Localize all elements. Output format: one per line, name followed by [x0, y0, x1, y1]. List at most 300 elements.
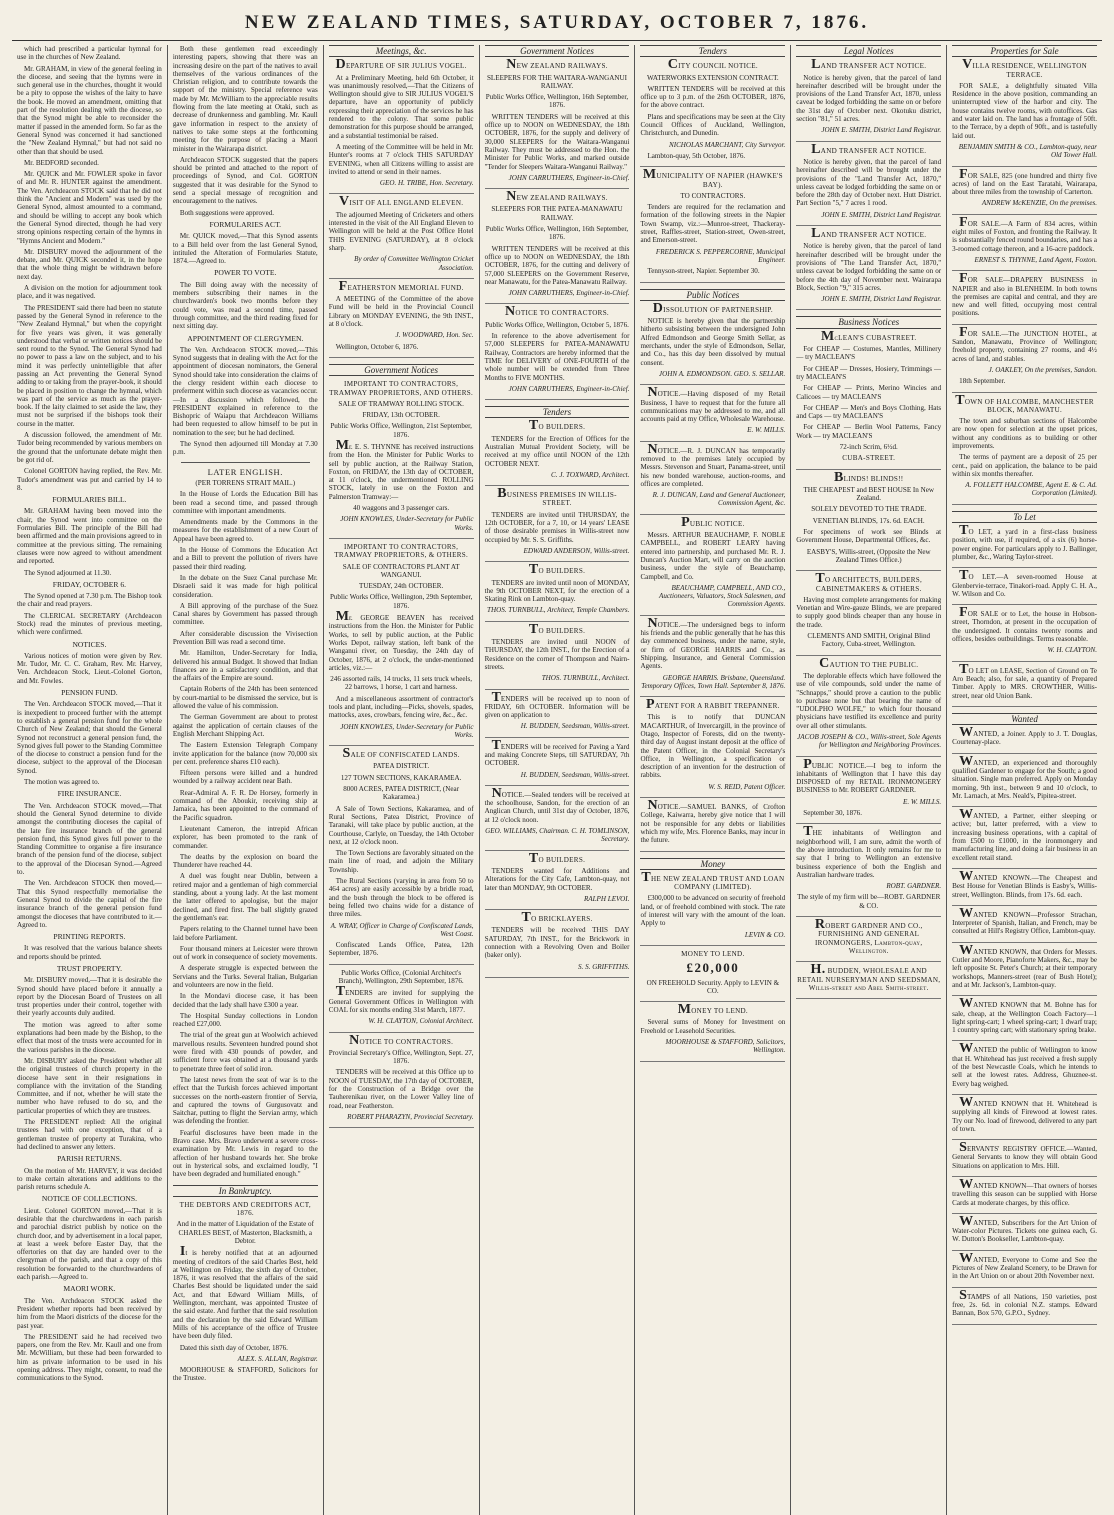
ad-body: SOLELY DEVOTED TO THE TRADE. — [811, 505, 927, 514]
ad-title: DEPARTURE OF SIR JULIUS VOGEL. — [335, 57, 467, 73]
article-paragraph: Four thousand miners at Leicester were thrown out of work in consequence of society movements. — [172, 944, 318, 962]
ad-body: WANTED the public of Wellington to know that H. Whitehead has just received a fresh supply of the best Newcastle Coals, which he intends to sell at the lowest rates. Address, Ghuznee-st. Every bag weighed. — [952, 1041, 1098, 1088]
section-heading: PRINTING REPORTS. — [53, 932, 126, 942]
advertisement — [796, 57, 942, 141]
ad-title: TO BUILDERS. — [528, 562, 586, 578]
article-paragraph: Mr. DISBURY moved,—That it is desirable the Synod should have placed before it annually a report by the Diocesan Board of Trustees on all trust properties under their control, together with their yearly accounts duly audited. — [17, 976, 162, 1018]
ad-items: 246 assorted rails, 14 trucks, 11 sets truck wheels, 22 barrows, 1 horse, 1 cart and harness. — [330, 675, 473, 692]
ad-body: PUBLIC NOTICE.—I beg to inform the inhabitants of Wellington that I have this day DISPOSED of my RETAIL IRONMONGERY BUSINESS to Mr. ROBERT GARDNER. — [796, 756, 942, 795]
section-heading: NOTICE OF COLLECTIONS. — [41, 1194, 137, 1204]
ad-signature: NICHOLAS MARCHANT, City Surveyor. — [668, 140, 786, 149]
ad-signature: JOHN E. SMITH, District Land Registrar. — [821, 126, 942, 135]
ad-signature: EASBY'S, Willis-street, (Opposite the New Zealand Times Office.) — [806, 547, 931, 564]
ad-title: THE NEW ZEALAND TRUST AND LOAN COMPANY (LIMITED). — [641, 869, 785, 892]
advertisement — [796, 328, 942, 470]
ad-signature: BEAUCHAMP, CAMPBELL, AND CO., Auctioneers, Valuators, Stock Salesmen, and Commission Agents. — [659, 583, 786, 609]
ad-title: MUNICIPALITY OF NAPIER (HAWKE'S BAY). — [642, 167, 783, 189]
advertisement — [952, 324, 1098, 393]
advertisement — [796, 655, 942, 757]
ad-body: Notice is hereby given, that the parcel of land hereinafter described will be brought under the provisions of the Land Transfer Act, 1870, unless caveat be lodged forbidding the same on or before the 31st day of October next. Okotuku district, section "81," 51 acres. — [796, 73, 942, 124]
ad-body: SERVANTS' REGISTRY OFFICE.—Wanted, General Servants to know they will obtain Good Situations on application to Mrs. Hill. — [952, 1140, 1098, 1170]
ad-body: WANTED, Everyone to Come and See the Pictures of New Zealand Scenery, to be Drawn for in the Art Union on or about 20th November next. — [952, 1250, 1098, 1281]
article-paragraph: The Ven. Archdeacon STOCK then moved,—That this Synod respectfully memorialise the General Synod to divide the capital of the fire insurance branch of the general pension fund amongst the dioceses that have contributed to it.—Agreed to. — [17, 879, 162, 929]
ad-title: TO BUILDERS. — [528, 418, 586, 434]
ad-body: FOR SALE.—A Farm of 834 acres, within eight miles of Foxton, and fronting the Railway. It is substantially fenced round boundaries, and has a 3-roomed cottage thereon, and a 16-acre paddock. — [952, 214, 1098, 253]
article-paragraph: A discussion followed, the amendment of Mr. Tudor being recommended by various members on the ground that the unfortunate debate might then be got rid of. — [17, 431, 162, 464]
ad-body: The style of my firm will be—ROBT. GARDNER & CO. — [797, 893, 941, 910]
advertisement — [796, 141, 942, 226]
notice-subtitle: And in the matter of Liquidation of the Estate of CHARLES BEST, of Masterton, Blacksmith, a Debtor. — [176, 1220, 314, 1245]
ad-line: For CHEAP — Berlin Wool Patterns, Fancy Work — try MACLEAN'S — [796, 423, 942, 440]
advertisement — [640, 798, 786, 851]
section-header-wanted: Wanted — [952, 713, 1097, 725]
article-paragraph: The Synod adjourned at 11.30. — [24, 568, 112, 577]
section-header-properties: Properties for Sale — [952, 45, 1097, 57]
ad-signature: J. OAKLEY, On the premises, Sandon. — [988, 365, 1098, 374]
ad-body: TENDERS will be received for Paving a Yard and making Concrete Steps, till SATURDAY, 7th OCTOBER. — [484, 737, 630, 768]
classified-ad — [952, 568, 1098, 605]
ad-body: WANTED, a Partner, either sleeping or active; but, latter preferred, with a view to increasing business operations, with a capital of from £500 to £1000, in the ironmongery and manufacturing line, and doing a fair business in an excellent retail stand. — [952, 807, 1098, 862]
ad-signature: W. S. REID, Patent Officer. — [708, 782, 786, 791]
ad-body: WANTED, Subscribers for the Art Union of Water-color Pictures. Tickets one guinea each, G. W. Dutton's Bookseller, Lambton-quay. — [952, 1213, 1098, 1244]
advertisement — [484, 418, 630, 486]
article-title: LATER ENGLISH. — [207, 466, 284, 477]
ad-body: TENDERS are invited for supplying the General Government Offices in Wellington with COAL for six months ending 31st March, 1877. — [328, 984, 474, 1014]
advertisement — [796, 469, 942, 572]
article-paragraph: Colonel GORTON having replied, the Rev. Mr. Tudor's amendment was put and carried by 14 to 8. — [17, 467, 162, 492]
ad-signature: ROBT. GARDNER. — [886, 882, 942, 891]
ad-date: September 30, 1876. — [803, 809, 863, 818]
ad-title: MONEY TO LEND. — [681, 949, 745, 958]
classified-ad — [952, 1287, 1098, 1325]
advertisement — [328, 57, 474, 194]
ad-subtitle: TO CONTRACTORS. — [680, 191, 746, 200]
article-paragraph: Mr. QUICK and Mr. FOWLER spoke in favor of and Mr. R. HUNTER against the amendment. The Ven. Archdeacon STOCK said that he did not think the "Ancient and Modern" was used by the General Synod, almost amounted to a command, and should be willing to accept any book which the General Synod directed, though he had very strong opinions respecting certain of the hymns in "Hymns Ancient and Modern." — [17, 170, 162, 245]
advertisement — [328, 278, 474, 358]
advertisement — [484, 737, 630, 786]
classified-ad — [952, 1140, 1098, 1177]
advertisement — [640, 869, 786, 946]
ad-body: For specimens of work see Blinds at Government House, Departmental Offices, &c. — [796, 528, 942, 545]
ad-signature: LEVIN & CO. — [744, 930, 786, 939]
ad-body: WANTED KNOWN—Professor Strachan, Interpreter of Spanish, Italian, and French, may be consulted at Hill's Registry Office, Lambton-quay. — [952, 905, 1098, 936]
ad-subtitle: 8000 ACRES, PATEA DISTRICT, (Near Kakaramea.) — [343, 785, 460, 802]
ad-signature: MOORHOUSE & STAFFORD, Solicitors, Wellington. — [665, 1038, 786, 1055]
section-heading: MAORI WORK. — [63, 1284, 116, 1294]
advertisement — [484, 57, 630, 189]
advertisement — [640, 950, 785, 1002]
ad-signature: RALPH LEVOI. — [583, 894, 630, 903]
section-heading: TRUST PROPERTY. — [56, 963, 122, 973]
advertisement — [484, 910, 630, 978]
section-header-legal: Legal Notices — [796, 45, 941, 57]
article-paragraph: Mr. BEDFORD seconded. — [24, 158, 99, 167]
classified-ad — [952, 1041, 1098, 1094]
advertisement — [796, 824, 942, 917]
ad-body: WRITTEN TENDERS will be received at this office up to 3 p.m. of the 26th OCTOBER, 1876, for the above contract. — [640, 84, 786, 110]
notice-title: THE DEBTORS AND CREDITORS ACT, 1876. — [179, 1200, 311, 1218]
ad-body: The town and suburban sections of Halcombe are now open for selection at the upset prices, without any conditions as to building or other improvements. — [952, 417, 1098, 450]
ad-signature: JOHN E. SMITH, District Land Registrar. — [821, 295, 942, 304]
column-3 — [323, 45, 479, 1515]
article-paragraph: Both suggestions were approved. — [179, 208, 275, 217]
ad-line: For CHEAP — Costumes, Mantles, Millinery — try MACLEAN'S — [796, 345, 942, 362]
section-header-to-let: To Let — [952, 511, 1097, 523]
ad-body: WANTED, a Joiner. Apply to J. T. Douglas, Courtenay-place. — [952, 725, 1098, 747]
ad-location: Public Works Office, Wellington, 21st September, 1876. — [330, 422, 472, 439]
section-heading: FORMULARIES ACT. — [209, 219, 282, 229]
article-paragraph: Rear-Admiral A. F. R. De Horsey, formerly in command of the Aboukir, receiving ship at Jamaica, has been appointed to the command of the Pacific squadron. — [172, 788, 318, 822]
ad-title: CAUTION TO THE PUBLIC. — [819, 655, 919, 671]
ad-footnote: 72-inch Scrim, 6½d. — [839, 442, 898, 451]
ad-location: Public Works Office, Wellington, 29th September, 1876. — [329, 593, 473, 610]
ad-signature: By order of Committee Wellington Cricket Association. — [354, 255, 474, 272]
ad-body: VENETIAN BLINDS, 17s. 6d. EACH. — [812, 516, 925, 525]
ad-title: H. BUDDEN, WHOLESALE AND RETAIL NURSERYMAN AND SEEDSMAN, Willis-street and Abel Smith-street. — [797, 962, 941, 992]
article-paragraph: The Ven. Archdeacon STOCK moved,—That it is inexpedient to proceed further with the attempt to establish a general pension fund for the whole Church of New Zealand; that should the General Synod not reconstruct a general pension fund, the Synod gives full power to the Standing Committee of the diocese to construct a pension fund for the diocese, subject to the approval of the Diocesan Synod. — [17, 700, 162, 775]
ad-body: TO LET, a yard in a first-class business position, with use, if required, of a six (6) horse-power engine. For particulars apply to J. Ballinger, plumber, &c., Waring Taylor-street. — [952, 523, 1098, 561]
ad-title: BUSINESS PREMISES IN WILLIS-STREET. — [497, 486, 617, 508]
ad-body: NOTICE.—The undersigned begs to inform his friends and the public generally that he has this day commenced business, under the name, style, or firm of GEORGE HARRIS and Co., as Shipping, Insurance, and General Commission Agents. — [640, 615, 786, 671]
ad-subtitle: SALE OF CONTRACTORS PLANT AT WANGANUI. — [342, 562, 460, 579]
advertisement — [640, 514, 786, 616]
classified-ad — [952, 996, 1098, 1041]
article-paragraph: Mr. Hamilton, Under-Secretary for India, delivered his annual Budget. It showed that Indian finances are in a satisfactory condition, and that the affairs of the Empire are sound. — [172, 649, 318, 683]
article-paragraph: The Ven. Archdeacon STOCK asked the President whether reports had been received by him from the Maori districts of the diocese for the past year. — [17, 1296, 162, 1330]
ad-signature: C. J. TOXWARD, Architect. — [551, 470, 630, 479]
article-paragraph: The PRESIDENT replied: All the original trustees had with one exception, that of a gentleman trustee of property at Turakina, who had declined to answer any letters. — [17, 1118, 162, 1151]
ad-location: Public Works Office, Wellington, October 5, 1876. — [485, 320, 629, 329]
ad-body: Having most complete arrangements for making Venetian and Wire-gauze Blinds, we are prepared to supply good blinds cheaper than any house in the trade. — [796, 595, 942, 629]
article-paragraph: The latest news from the seat of war is to the effect that the Turkish forces achieved important successes on the north-eastern frontier of Servia, and captured the towns of Gurgusovatz and Saitchar, putting to flight the Servian army, which was defending the frontier. — [172, 1075, 318, 1126]
ad-signature: E. W. MILLS. — [747, 426, 786, 435]
ad-body: WRITTEN TENDERS will be received at this office up to NOON on WEDNESDAY, the 18th OCTOBER, 1876, for the cutting and delivery of 57,000 SLEEPERS on the Government Reserve, near Manawatu, for the Patea-Manawatu Railway. — [484, 244, 630, 286]
ad-title: VILLA RESIDENCE, WELLINGTON TERRACE. — [962, 57, 1088, 79]
ad-title: PATENT FOR A RABBIT TREPANNER. — [645, 697, 780, 713]
ad-body: This is to notify that DUNCAN MACARTHUR, of Invercargill, in the province of Otago, Inspector of Forests, did on the twenty-third day of August instant deposit at the office of the Patent Officer, in the Colonial Secretary's Office, in Wellington, a specification or description of an invention for the destruction of rabbits. — [640, 713, 786, 780]
ad-body: WANTED KNOWN, that Orders for Messrs. Cutler and Moore, Pianoforte Makers, &c., may be left opposite St. Peter's Church; at their temporary workshops, Manners-street (rear of Bush Hotel); and at Mr. Jackson's, Lambton-quay. — [952, 942, 1098, 989]
ad-title: LAND TRANSFER ACT NOTICE. — [811, 57, 927, 73]
ad-date: FRIDAY, 13th OCTOBER. — [362, 411, 440, 420]
column-5 — [634, 45, 790, 1515]
ad-body: Notice is hereby given, that the parcel of land hereinafter described will be brought under the provisions of the "Land Transfer Act, 1870," unless caveat be lodged forbidding the same on or before the 28th day of October next. Hutt District. Part Section "5," 7 acres 1 rood. — [796, 157, 942, 208]
advertisement — [484, 562, 630, 621]
ad-subtitle: 127 TOWN SECTIONS, KAKARAMEA. — [340, 773, 462, 782]
article-paragraph: The Eastern Extension Telegraph Company invite application for the balance (now 70,000 six per cent. preference shares £10 each). — [172, 741, 318, 766]
section-heading: NOTICES. — [72, 639, 107, 649]
ad-body: ON FREEHOLD Security. Apply to LEVIN & CO. — [646, 978, 780, 995]
section-header-government: Government Notices — [329, 364, 474, 376]
section-header-tenders: Tenders — [640, 45, 785, 57]
ad-signature: GEO. H. TRIBE, Hon. Secretary. — [379, 179, 474, 188]
ad-location: Public Works Office, (Colonial Architect's Branch), Wellington, 29th September, 1876. — [338, 968, 464, 986]
ad-body: FOR SALE—DRAPERY BUSINESS in NAPIER and also in BLENHEIM. In both towns the premises are capital and central, and they are new and well fitted, occupying most central positions. — [952, 271, 1098, 318]
ad-signature: CLEMENTS AND SMITH, Original Blind Factory, Cuba-street, Wellington. — [807, 632, 931, 649]
advertisement — [484, 850, 630, 910]
section-header-business: Business Notices — [796, 316, 941, 328]
section-heading: FIRE INSURANCE. — [57, 789, 122, 799]
ad-signature: H. BUDDEN, Seedsman, Willis-street. — [520, 770, 630, 779]
ad-signature: H. BUDDEN, Seedsman, Willis-street. — [520, 722, 630, 731]
ad-date: Lambton-quay, 5th October, 1876. — [647, 151, 746, 160]
article-paragraph: The German Government are about to protest against the application of certain clauses of the English Merchant Shipping Act. — [172, 713, 318, 738]
ad-body: TENDERS are invited until THURSDAY, the 12th OCTOBER, for a 7, 10, or 14 years' LEASE of those desirable premises in Willis-street now occupied by Mr. S. S. Griffiths. — [484, 510, 630, 544]
ad-body: THE inhabitants of Wellington and neighborhood will, I am sure, admit the worth of the above introduction. It only remains for me to say that I bring to Wellington an extensive business experience of both the English and Australian hardware trades. — [796, 824, 942, 879]
article-paragraph: In the House of Lords the Education Bill has been read a second time, and passed through committee with important amendments. — [172, 490, 318, 515]
ad-items: 40 waggons and 3 passenger cars. — [353, 504, 450, 513]
ad-body: Tenders are required for the reclamation and formation of the following streets in the Napier Town Swamp, viz.:—Munroe-street, Thackeray-street, Raffles-street, Station-street, Owen-street, and Emerson-street. — [640, 203, 786, 245]
article-paragraph: After considerable discussion the Vivisection Prevention Bill was read a second time. — [172, 629, 318, 646]
ad-signature: JOHN CARRUTHERS, Engineer-in-Chief. — [508, 384, 630, 393]
ad-subtitle: THE CHEAPEST and BEST HOUSE In New Zealand. — [803, 485, 935, 503]
ad-signature: S. S. GRIFFITHS. — [578, 962, 630, 971]
ad-body: TO LET on LEASE, Section of Ground on Te Aro Beach; also, for sale, a quantity of Prepared Timber. Apply to MRS. CROWTHER, Willis-street, near old Union Bank. — [952, 661, 1098, 700]
notice-date: Dated this sixth day of October, 1876. — [179, 1343, 288, 1352]
ad-title: LAND TRANSFER ACT NOTICE. — [811, 141, 927, 157]
ad-signature: W. H. CLAYTON. — [1047, 646, 1098, 655]
ad-date: TUESDAY, 24th OCTOBER. — [359, 582, 444, 591]
ad-signature: GEO. WILLIAMS, Chairman. C. H. TOMLINSON, Secretary. — [485, 827, 630, 844]
ad-footer: CUBA-STREET. — [842, 454, 896, 463]
ad-title: McLEAN'S CUBASTREET. — [821, 328, 917, 344]
ad-signature: JOHN A. EDMONDSON. GEO. S. SELLAR. — [658, 369, 786, 378]
advertisement — [796, 756, 942, 825]
advertisement — [640, 300, 786, 385]
ad-body: FOR SALE or to Let, the house in Hobson-street, Thorndon, at present in the occupation of the undersigned. It contains twenty rooms and offices, besides outbuildings. Terms reasonable. — [952, 605, 1098, 644]
ad-location: Public Works Office, Wellington, 16th September, 1876. — [485, 225, 629, 242]
ad-signature: GEORGE HARRIS. Brisbane, Queensland. Temporary Offices, Town Hall. September 8, 1876. — [641, 673, 786, 690]
section-heading: PENSION FUND. — [61, 688, 118, 698]
ad-title: MONEY TO LEND. — [677, 1002, 749, 1018]
ad-title: NEW ZEALAND RAILWAYS. — [506, 57, 608, 73]
advertisement — [640, 441, 786, 515]
classified-ad — [952, 605, 1098, 661]
ad-title: IMPORTANT TO CONTRACTORS, TRAMWAY PROPRIETORS, & OTHERS. — [334, 542, 469, 560]
ad-title: IMPORTANT TO CONTRACTORS, TRAMWAY PROPRIETORS, AND OTHERS. — [329, 380, 474, 397]
ad-body: At a Preliminary Meeting, held 6th October, it was unanimously resolved,—That the Citizens of Wellington should give to SIR JULIUS VOGEL'S departure, have an opportunity of publicly expressing their appreciation of the services he has rendered to the colony. That some public demonstration for this purpose should be arranged, and a substantial testimonial be raised. — [328, 73, 474, 140]
ad-title: CITY COUNCIL NOTICE. — [667, 57, 758, 73]
ad-title: NEW ZEALAND RAILWAYS. — [506, 189, 608, 205]
article-paragraph: The CLERICAL SECRETARY (Archdeacon Stock) read the minutes of previous meeting, which were confirmed. — [17, 611, 162, 637]
advertisement — [484, 304, 630, 400]
ad-body: FOR SALE, a delightfully situated Villa Residence in the above position, commanding an uninterrupted view of the harbor and city. The house contains twelve rooms, with outoffices. Gas and water laid on. The land has a frontage of 50ft. to the Terrace, by a depth of 90ft., and is tastefully laid out. — [952, 81, 1098, 140]
notice-signature: ALEX. S. ALLAN, Registrar. — [237, 1354, 318, 1363]
ad-title: ROBERT GARDNER AND CO., FURNISHING AND GENERAL IRONMONGERS, Lambton-quay, Wellington. — [814, 917, 923, 955]
ad-body: TENDERS will be received up to noon of FRIDAY, 6th OCTOBER. Information will be given on application to — [484, 689, 630, 720]
advertisement — [952, 392, 1098, 505]
ad-body: A MEETING of the Committee of the above Fund will be held in the Provincial Council Library on MONDAY EVENING, the 9th INST., at 8 o'clock. — [328, 295, 474, 329]
ad-signature: A. WRAY, Officer in Charge of Confiscated Lands, West Coast. — [330, 921, 474, 938]
ad-subtitle: WATERWORKS EXTENSION CONTRACT. — [647, 73, 779, 82]
classified-ad — [952, 661, 1098, 707]
classified-ad — [952, 753, 1098, 807]
article-paragraph: The Synod opened at 7.30 p.m. The Bishop took the chair and read prayers. — [17, 592, 162, 609]
advertisement — [328, 1032, 474, 1129]
section-heading: APPOINTMENT OF CLERGYMEN. — [187, 333, 304, 343]
ad-title: DISSOLUTION OF PARTNERSHIP. — [652, 300, 773, 316]
classified-ad — [952, 1094, 1098, 1140]
ad-body: TENDERS are invited until NOON of THURSDAY, the 12th INST., for the Erection of a Residence on the corner of Thompson and Nairn-streets. — [484, 638, 630, 671]
classified-ad — [952, 807, 1098, 869]
column-6 — [790, 45, 946, 1515]
date-heading: FRIDAY, OCTOBER 6. — [52, 579, 127, 589]
ad-signature: JACOB JOSEPH & CO., Willis-street, Sole Agents for Wellington and Neighboring Provinces. — [797, 733, 942, 750]
ad-body: A meeting of the Committee will be held in Mr. Hunter's rooms at 7 o'clock THIS SATURDAY EVENING, when all Citizens willing to assist are invited to attend or send in their names. — [328, 142, 474, 176]
article-paragraph: The Hospital Sunday collections in London reached £27,000. — [172, 1011, 318, 1029]
ad-signature: A. FOLLETT HALCOMBE, Agent E. & C. Ad. Corporation (Limited). — [965, 481, 1098, 498]
article-paragraph: Both these gentlemen read exceedingly interesting papers, showing that there was an increasing desire on the part of the natives to avail themselves of the various ordinances of the Christian religion, and to contribute towards the support of the ministry. Special reference was made by Mr. McWilliam to the appreciable results flowing from the late meeting at Otaki, such as decrease of drunkenness and gambling. Mr. Kaull gave information in respect to the anxiety of natives to take some steps at the forthcoming meeting for the purpose of placing a Maori minister in the Wairarapa district. — [172, 45, 318, 153]
article-paragraph: Mr. GRAHAM, in view of the general feeling in the diocese, and seeing that the hymns were in such general use in the churches, thought it would be a pity to oppose the wishes of the laity to have the book. He moved an amendment, omitting that part of the resolution dealing with the diocese, so that the Synod might be able to reconsider the matter if passed in the amended form. So far as the General Synod was concerned it had sanctioned the "New Zealand Hymnal," but had not said no other than that should be used. — [17, 64, 162, 156]
article-paragraph: The Synod then adjourned till Monday at 7.30 p.m. — [172, 440, 318, 457]
article-paragraph: Mr. DISBURY asked the President whether all the original trustees of church property in the diocese have sent in their resignations in compliance with the invitation of the Standing Committee, and if not, whether he will state the number who have refused to do so, and the particular properties of which they are trustees. — [17, 1056, 162, 1115]
ad-signature: J. WOODWARD, Hon. Sec. — [395, 331, 474, 340]
advertisement — [952, 57, 1098, 166]
article-paragraph: The PRESIDENT said there had been no statute passed by the General Synod in reference to the "New Zealand Hymnal," but when the copyright for five years was given, it was generally understood that verbal or written notices should be sent round to the Synod. The General Synod had no power to pass a law on the subject, and to his mind it was perfectly unintelligible that after passing an Act preventing the General Synod adding to or taking from the prayer-book, it should be placed in position to change the hymnal, which was part of the service as much as the prayer-book. If the laity claimed to set aside the law, they must not be surprised if the bishops took their course in the matter. — [17, 303, 162, 428]
article-paragraph: Archdeacon STOCK suggested that the papers should be printed and attached to the report of proceedings of Synod, and Col. GORTON suggested that it was desirable for the Synod to send a special message of recognition and encouragement to the natives. — [172, 155, 318, 206]
column-1 — [12, 45, 167, 1515]
ad-title: VISIT OF ALL ENGLAND ELEVEN. — [338, 194, 464, 210]
ad-body: £300,000 to be advanced on security of freehold land, or of freehold combined with stock. The rate of interest will vary with the amount of the loan. Apply to — [640, 894, 786, 928]
ad-body: FOR SALE.—The JUNCTION HOTEL, at Sandon, Manawatu, Province of Wellington; freehold property, containing 27 rooms, and 4½ acres of land, and stables. — [952, 324, 1098, 363]
advertisement — [328, 746, 474, 965]
article-paragraph: The Bill doing away with the necessity of members subscribing their names in the churchwarden's book two months before they could vote, was read a second time, passed through committee, and the third reading fixed for next sitting day. — [172, 280, 318, 331]
ad-signature: ANDREW McKENZIE, On the premises. — [981, 199, 1098, 208]
advertisement — [952, 166, 1098, 215]
ad-title: BLINDS! BLINDS!! — [833, 469, 904, 485]
classified-ad — [952, 523, 1098, 568]
ad-body: NOTICE.—SAMUEL BANKS, of Crofton College, Kaiwarra, hereby give notice that I will not be responsible for any debts or liabilities which my wife, Mrs. Florence Banks, may incur in the future. — [640, 798, 786, 845]
advertisement — [640, 167, 786, 282]
ad-title: TO ARCHITECTS, BUILDERS, CABINETMAKERS & OTHERS. — [815, 571, 923, 593]
article-paragraph: The Ven. Archdeacon STOCK moved,—That should the General Synod determine to divide amongst the contributing dioceses the capital of the late fire insurance branch of the general pension fund, this Synod gives full power to the Standing Committee to organise a fire insurance branch of the pension fund of the diocese, subject to the approval of the Diocesan Synod.—Agreed to. — [17, 801, 162, 877]
ad-body: TO LET.—A seven-roomed House at Glenbervie-terrace, Tinakori-road. Apply C. H. A., W. Wilson and Co. — [952, 568, 1098, 598]
ad-title: FEATHERSTON MEMORIAL FUND. — [338, 278, 464, 294]
section-header-money: Money — [640, 858, 785, 870]
article-paragraph: In the House of Commons the Education Act and a Bill to prevent the pollution of rivers have passed their third reading. — [172, 546, 318, 571]
article-paragraph: It was resolved that the various balance sheets and reports should be printed. — [17, 944, 162, 961]
article-paragraph: Lieutenant Cameron, the intrepid African explorer, has been promoted to the rank of commander. — [172, 824, 318, 850]
ad-body: TENDERS are invited until noon of MONDAY, the 9th OCTOBER NEXT, for the erection of a Skating Rink on Lambton-quay. — [484, 578, 630, 604]
article-paragraph: A desperate struggle is expected between the Servians and the Turks. Several Italian, Bulgarian and volunteers are now in the field. — [172, 964, 318, 989]
ad-signature: JOHN CARRUTHERS, Engineer-in-Chief. — [508, 289, 630, 298]
advertisement — [484, 486, 630, 562]
ad-body: NOTICE.—Having disposed of my Retail Business, I have to request that for the future all communications may be addressed to me, and all accounts paid at my Office, Wholesale Warehouse. — [640, 385, 786, 424]
ad-subtitle: SLEEPERS FOR THE WAITARA-WANGANUI RAILWAY. — [486, 73, 628, 90]
ad-body: Several sums of Money for Investment on Freehold or Leasehold Securities. — [640, 1018, 786, 1035]
ad-subtitle: SALE OF TRAMWAY ROLLING STOCK. — [338, 399, 464, 408]
article-paragraph: The Ven. Archdeacon STOCK moved,—This Synod suggests that in dealing with the Act for the appointment of diocesan nominators, the General Synod should take into consideration the claims of the clergy resident within each diocese to preferment within such diocese as vacancies occur.—In a discussion which followed, the PRESIDENT explained in reference to the Bishopric of Waiapu that Archdeacon Williams had been requested to allow himself to be put in nomination to the see; but he had declined. — [172, 345, 318, 437]
advertisement — [484, 785, 630, 851]
article-paragraph: Fifteen persons were killed and a hundred wounded by a railway accident near Bath. — [172, 769, 318, 786]
article-paragraph: Lieut. Colonel GORTON moved,—That it is desirable that the churchwardens in each parish and parochial district publish by notice on the church door, and by advertisement in a local paper, at least a week before Easter Day, that the offertories on that day are handed over to the clergyman of the parish, and that a copy of this resolution be forwarded to the churchwardens of each parish.—Agreed to. — [17, 1206, 162, 1282]
advertisement — [484, 689, 630, 738]
ad-signature: JOHN E. SMITH, District Land Registrar. — [821, 210, 942, 219]
article-paragraph: The deaths by the explosion on board the Thunderer have reached 44. — [172, 852, 318, 870]
ad-title: TO BUILDERS. — [528, 621, 586, 637]
section-heading: PARISH RETURNS. — [57, 1154, 122, 1164]
ad-body: TENDERS for the Erection of Offices for the Australian Mutual Provident Society, will be received at my office until NOON of the 12th OCTOBER NEXT. — [484, 434, 630, 468]
advertisement — [640, 57, 786, 167]
ad-line: For CHEAP — Dresses, Hosiery, Trimmings — try MACLEAN'S — [796, 364, 942, 381]
article-paragraph: Captain Roberts of the 24th has been sentenced by court-martial to be dismissed the service, but is allowed the value of his commission. — [172, 685, 318, 711]
ad-signature: W. H. CLAYTON, Colonial Architect. — [368, 1017, 474, 1026]
advertisement — [484, 189, 630, 304]
article-paragraph: A division on the motion for adjournment took place, and it was negatived. — [17, 284, 162, 301]
advertisement — [640, 697, 786, 798]
advertisement — [640, 385, 786, 441]
ad-subtitle: PATEA DISTRICT. — [373, 762, 430, 771]
article-paragraph: Mr. QUICK moved,—That this Synod assents to a Bill held over from the last General Synod, intituled the Alteration of Formularies Statute, 1874.—Agreed to. — [172, 232, 318, 266]
advertisement — [640, 615, 786, 697]
ad-body: The Rural Sections (varying in area from 50 to 464 acres) are easily accessible by a bridle road, and the bush through the block to be offered is being felled two chains wide for a distance of three miles. — [328, 877, 474, 919]
advertisement — [952, 214, 1098, 271]
ad-signature: JOHN CARRUTHERS, Engineer-in-Chief. — [508, 173, 630, 182]
ad-title: LAND TRANSFER ACT NOTICE. — [811, 226, 927, 242]
ad-body: Mr. GEORGE BEAVEN has received instructions from the Hon. the Minister for Public Works, to sell by public auction, at the Public Works Depot, railway station, left bank of the Wanganui river, on Tuesday, the 24th day of October, 1876, at 2 o'clock, the under-mentioned articles, viz.:— — [328, 609, 474, 672]
masthead: NEW ZEALAND TIMES, SATURDAY, OCTOBER 7, 1876. — [12, 8, 1102, 41]
classified-ad — [952, 725, 1098, 754]
notice-solicitors: MOORHOUSE & STAFFORD, Solicitors for the Trustee. — [172, 1366, 318, 1383]
article-paragraph: The PRESIDENT said he had received two papers, one from the Rev. Mr. Kaull and one from Mr. McWilliam, but these had been forwarded to him as private information to be used in his opening address. They might, consent, to read the communications to the Synod. — [17, 1332, 162, 1383]
ad-title: NOTICE TO CONTRACTORS. — [349, 1032, 454, 1048]
divider — [181, 462, 310, 463]
ad-body: WANTED, an experienced and thoroughly qualified Gardener to engage for the South; a good situation. Single man preferred. Apply on Monday morning, 9th inst., between 9 and 10 o'clock, to Mr. Larnach, at Mrs. Neald's, Pipitea-street. — [952, 753, 1098, 800]
article-paragraph: In the Mondavi diocese case, it has been decided that the lady shall have £300 a year. — [172, 992, 318, 1009]
ad-body: Plans and specifications may be seen at the City Council Offices of Auckland, Wellington, Christchurch, and Dunedin. — [640, 112, 786, 138]
ad-body: NOTICE.—Sealed tenders will be received at the schoolhouse, Sandon, for the erection of an Anglican Church, until 31st day of October, 1876, at 12 o'clock noon. — [484, 785, 630, 824]
classified-ad — [952, 905, 1098, 943]
ad-signature: JOHN KNOWLES, Under-Secretary for Public Works. — [340, 515, 474, 532]
advertisement — [484, 621, 630, 690]
ad-signature: ROBERT PHARAZYN, Provincial Secretary. — [347, 1112, 474, 1121]
column-7 — [946, 45, 1102, 1515]
column-4 — [479, 45, 635, 1515]
section-heading: FORMULARIES BILL. — [52, 495, 127, 505]
section-header-government: Government Notices — [485, 45, 630, 57]
article-paragraph: Various notices of motion were given by Rev. Mr. Tudor, Mr. C. C. Graham, Rev. Mr. Harvey, Ven. Archdeacon Stock, Lieut.-Colonel Gorton, and Mr. Fowles. — [17, 651, 162, 685]
ad-line: For CHEAP — Prints, Merino Wincies and Calicoes — try MACLEAN'S — [796, 384, 942, 401]
ad-title: TO BRICKLAYERS. — [521, 910, 593, 926]
ad-signature: E. W. MILLS. — [902, 797, 942, 806]
ad-body: TENDERS wanted for Additions and Alterations for the City Cafe, Lambton-quay, not later than MONDAY, 9th OCTOBER. — [484, 866, 630, 892]
ad-body: Mr. E. S. THYNNE has received instructions from the Hon. the Minister for Public Works to sell by public auction, at the Railway Station, Foxton, on FRIDAY, the 13th day of OCTOBER, at 11 o'clock, the undermentioned ROLLING STOCK, lately in use on the Foxton and Palmerston Tramway:— — [328, 437, 474, 501]
ad-subtitle: SLEEPERS FOR THE PATEA-MANAWATU RAILWAY. — [491, 205, 623, 222]
notice-body: It is hereby notified that at an adjourned meeting of creditors of the said Charles Best, held at Wellington on Friday, the sixth day of October, 1876, it was resolved that the affairs of the said Charles Best should be liquidated under the said Act, and that Edward William Mills, of Wellington, merchant, was appointed Trustee of the said estate. And further that the said resolution and the declaration by the said Edward William Mills of his acceptance of the office of Trustee have been duly filed. — [172, 1244, 318, 1341]
ad-body: WANTED KNOWN.—The Cheapest and Best House for Venetian Blinds is Easby's, Willis-street, Wellington. Blinds, from 17s. 6d. each. — [952, 868, 1098, 899]
ad-signature: THOS. TURNBULL, Architect. — [541, 674, 630, 683]
article-paragraph: The motion was agreed to after some explanations had been made by the Bishop, to the effect that most of the trusts were accounted for in the various parishes in the diocese. — [17, 1020, 162, 1054]
columns — [12, 45, 1102, 1515]
ad-date: 18th September. — [959, 377, 1006, 386]
ad-body: In reference to the above advertisement for 57,000 SLEEPERS for PATEA-MANAWATU Railway, Contractors are hereby informed that the TIME for DELIVERY of ONE-FOURTH of the whole number will be extended from Three Months to FIVE MONTHS. — [484, 332, 630, 382]
advertisement — [796, 962, 941, 999]
article-subtitle: (PER TORRENS STRAIT MAIL.) — [195, 478, 296, 487]
ad-body: Notice is hereby given, that the parcel of land hereinafter described will be brought under the provisions of "The Land Transfer Act, 1870," unless caveat be lodged forbidding the same on or before the 4th day of November next. Wairarapa Block, Section "9," 315 acres. — [796, 242, 942, 292]
article-paragraph: The motion was agreed to. — [24, 778, 100, 787]
advertisement — [328, 194, 474, 278]
ad-body: A Sale of Town Sections, Kakaramea, and of Rural Sections, Patea District, Province of Taranaki, will take place by public auction, at the Courthouse, Carlyle, on Tuesday, the 14th October next, at 12 o'clock noon. — [328, 804, 474, 846]
ad-title: TO BUILDERS. — [528, 850, 586, 866]
advertisement — [952, 271, 1098, 324]
article-paragraph: In the debate on the Suez Canal purchase Mr. Disraeli said it was made for high political consideration. — [172, 573, 318, 599]
article-paragraph: On the motion of Mr. HARVEY, it was decided to make certain alterations and additions to the parish returns schedule A. — [17, 1166, 162, 1192]
advertisement — [329, 380, 474, 539]
ad-title: TOWN OF HALCOMBE, MANCHESTER BLOCK, MANAWATU. — [955, 392, 1094, 414]
advertisement — [329, 969, 474, 1033]
ad-location: Provincial Secretary's Office, Wellington, Sept. 27, 1876. — [328, 1048, 474, 1066]
ad-body: The adjourned Meeting of Cricketers and others interested in the visit of the All England Eleven to Wellington will be held at the Post Office Hotel THIS EVENING (SATURDAY), at 8 o'clock sharp. — [328, 210, 474, 252]
ad-date: Wellington, October 6, 1876. — [335, 342, 419, 351]
